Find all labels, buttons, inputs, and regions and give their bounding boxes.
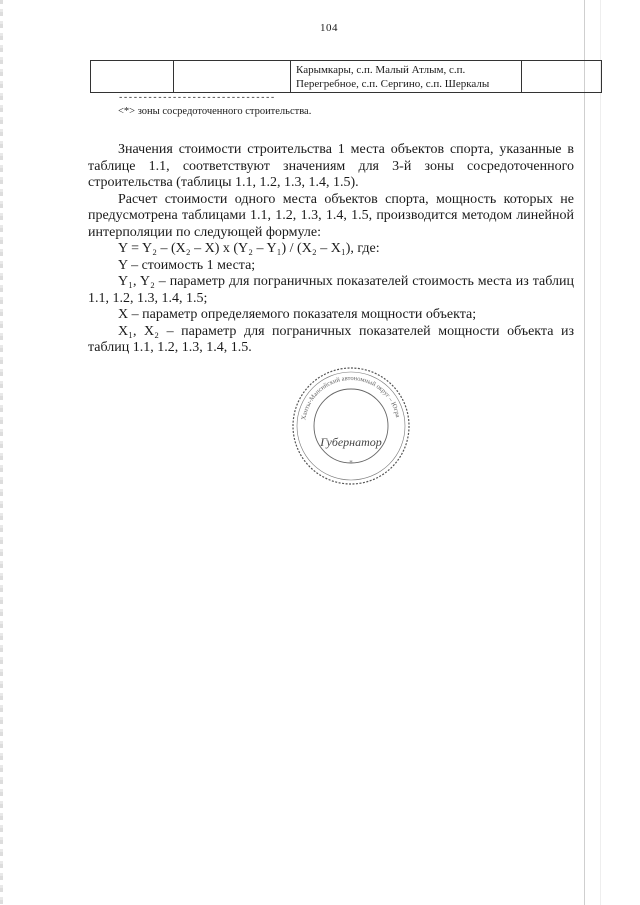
paragraph-cost-values: Значения стоимости строительства 1 места объектов спорта, указанные в таблице 1.1, соответствуют значениям для 3-й зоны сосредоточенного строительства (таблицы 1.1, 1.2, 1.3, 1.4, 1.5). <box>88 142 574 190</box>
definition-x1-x2: X₁, X₂ – параметр для пограничных показателей мощности объекта из таблиц 1.1, 1.2, 1.3, 1.4, 1.5. <box>88 323 574 355</box>
definition-y: Y – стоимость 1 места; <box>118 257 256 273</box>
paragraph-calculation: Расчет стоимости одного места объектов спорта, мощность которых не предусмотрена таблицами 1.1, 1.2, 1.3, 1.4, 1.5, производится методом линейной интерполяции по следующей формуле: <box>88 191 574 240</box>
table-divider <box>290 61 291 92</box>
scan-edge-left <box>0 0 3 905</box>
seal-ring-text: Ханты-Мансийский автономный округ – Югра <box>300 374 402 421</box>
formula: Y = Y₂ – (X₂ – X) x (Y₂ – Y₁) / (X₂ – X₁), где: <box>118 241 380 256</box>
page-number: 104 <box>320 22 338 34</box>
governor-seal <box>289 364 413 488</box>
seal-center-text: Губернатор <box>320 435 382 449</box>
table-divider <box>173 61 174 92</box>
footnote: <*> зоны сосредоточенного строительства. <box>118 106 312 117</box>
scan-edge-right <box>584 0 585 905</box>
definition-y1-y2: Y₁, Y₂ – параметр для пограничных показателей стоимость места из таблиц 1.1, 1.2, 1.3, 1.4, 1.5; <box>88 274 574 306</box>
body-text <box>88 142 574 357</box>
seal-star-icon: * <box>349 459 353 467</box>
table-divider <box>521 61 522 92</box>
table-fragment <box>90 60 602 93</box>
table-cell-settlements: Карымкары, с.п. Малый Атлым, с.п. Перегребное, с.п. Сергино, с.п. Шеркалы <box>296 64 490 90</box>
scan-edge-right-faint <box>600 0 601 905</box>
definition-x: X – параметр определяемого показателя мощности объекта; <box>118 307 477 322</box>
footnote-separator: -------------------------------- <box>118 93 275 103</box>
